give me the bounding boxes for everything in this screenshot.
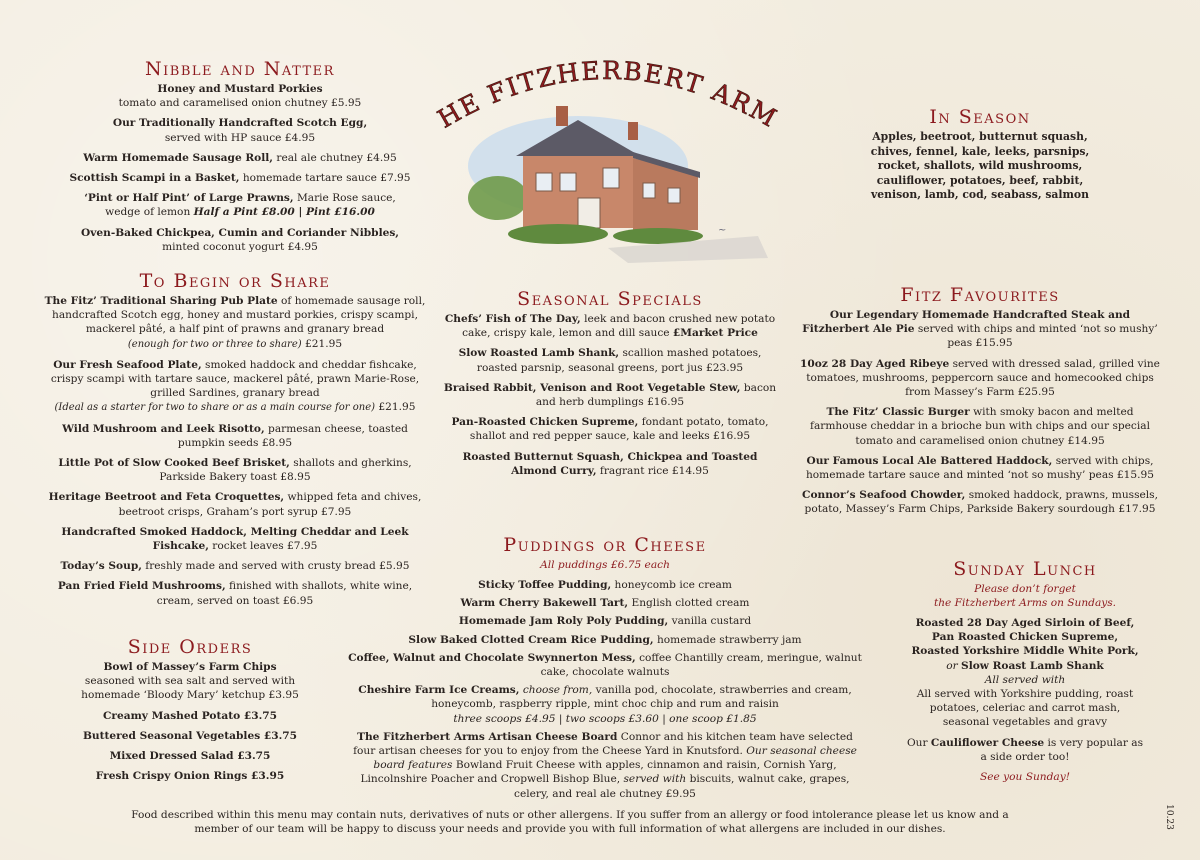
nibble-title: Nibble and Natter xyxy=(145,58,335,80)
menu-item: Heritage Beetroot and Feta Croquettes, whipped feta and chives, beetroot crisps, Graham’s port syrup £7.95 xyxy=(48,491,422,518)
sunday-sub1: Please don’t forget xyxy=(974,583,1076,595)
menu-item: Buttered Seasonal Vegetables £3.75 xyxy=(82,729,298,742)
puddings-section xyxy=(345,534,865,807)
seasonal-section xyxy=(440,288,780,484)
favourites-section xyxy=(800,284,1160,523)
sunday-roasts: Roasted 28 Day Aged Sirloin of Beef, Pan Roasted Chicken Supreme, Roasted Yorkshire Middle White Pork, or Slow Roast Lamb Shank All served with xyxy=(911,617,1139,686)
sunday-signoff: See you Sunday! xyxy=(980,771,1070,784)
menu-item: Oven-Baked Chickpea, Cumin and Coriander Nibbles, minted coconut yogurt £4.95 xyxy=(81,226,399,253)
menu-item: Creamy Mashed Potato £3.75 xyxy=(102,709,278,722)
sunday-title: Sunday Lunch xyxy=(953,558,1097,580)
inseason-section xyxy=(860,106,1100,203)
logo-text: HE FITZHERBERT ARM xyxy=(432,55,783,134)
menu-item: Handcrafted Smoked Haddock, Melting Cheddar and Leek Fishcake, rocket leaves £7.95 xyxy=(61,525,409,553)
ice-cream-item: Cheshire Farm Ice Creams, choose from, vanilla pod, chocolate, strawberries and cream, honeycomb, raspberry ripple, mint choc chip and rum and raisin three scoops £4.95 | two scoops £3.60 | one scoop £1.85 xyxy=(358,684,852,725)
menu-item: ‘Pint or Half Pint’ of Large Prawns, Marie Rose sauce, wedge of lemon Half a Pint £8.00 | Pint £16.00 xyxy=(84,192,396,219)
menu-item: Pan-Roasted Chicken Supreme, fondant potato, tomato, shallot and red pepper sauce, kale and leeks £16.95 xyxy=(451,416,769,443)
menu-item: Our Traditionally Handcrafted Scotch Egg, served with HP sauce £4.95 xyxy=(112,117,368,144)
menu-item: Scottish Scampi in a Basket, homemade tartare sauce £7.95 xyxy=(69,172,411,185)
cheese-board-item: The Fitzherbert Arms Artisan Cheese Board Connor and his kitchen team have selected four artisan cheeses for you to enjoy from the Cheese Yard in Knutsford. Our seasonal cheese board features Bowland Fruit Cheese with apples, cinnamon and raisin, Cornish Yarg, Lincolnshire Poacher and Cropwell Bishop Blue, served with biscuits, walnut cake, grapes, celery, and real ale chutney £9.95 xyxy=(353,730,857,800)
menu-item: Braised Rabbit, Venison and Root Vegetable Stew, bacon and herb dumplings £16.95 xyxy=(443,381,777,409)
menu-version: 10.23 xyxy=(1164,804,1175,830)
allergen-footer: Food described within this menu may contain nuts, derivatives of nuts or other allergens. If you suffer from an allergy or food intolerance please let us know and a member of our team will be happy to discuss your needs and provide you with full information of what allergens are included in our dishes. xyxy=(131,809,1009,835)
menu-item: Our Fresh Seafood Plate, smoked haddock and cheddar fishcake, crispy scampi with tartare sauce, mackerel pâté, prawn Marie-Rose, grilled Sardines, granary bread (Ideal as a starter for two to share or as a main course for one) £21.95 xyxy=(50,358,420,414)
menu-item: Sticky Toffee Pudding, honeycomb ice cream xyxy=(478,579,732,591)
menu-item: Connor’s Seafood Chowder, smoked haddock, prawns, mussels, potato, Massey’s Farm Chips, Parkside Bakery sourdough £17.95 xyxy=(802,489,1158,516)
menu-item: Little Pot of Slow Cooked Beef Brisket, shallots and gherkins, Parkside Bakery toast £8.95 xyxy=(58,457,412,484)
menu-item: Roasted Butternut Squash, Chickpea and Toasted Almond Curry, fragrant rice £14.95 xyxy=(462,450,758,477)
pub-illustration xyxy=(428,48,788,268)
menu-item: The Fitz’ Classic Burger with smoky bacon and melted farmhouse cheddar in a brioche bun with chips and our special tomato and caramelised onion chutney £14.95 xyxy=(810,406,1150,447)
menu-item: Wild Mushroom and Leek Risotto, parmesan cheese, toasted pumpkin seeds £8.95 xyxy=(62,422,408,449)
puddings-subtitle: All puddings £6.75 each xyxy=(540,559,670,571)
menu-item: Homemade Jam Roly Poly Pudding, vanilla custard xyxy=(458,615,752,628)
artist-signature: ~ xyxy=(718,225,727,236)
sunday-sub2: the Fitzherbert Arms on Sundays. xyxy=(933,597,1117,609)
sunday-section xyxy=(905,558,1145,784)
menu-item: Today’s Soup, freshly made and served with crusty bread £5.95 xyxy=(60,560,410,573)
menu-item: Honey and Mustard Porkies tomato and caramelised onion chutney £5.95 xyxy=(118,83,362,110)
menu-item: Mixed Dressed Salad £3.75 xyxy=(109,750,271,763)
menu-item: The Fitz’ Traditional Sharing Pub Plate of homemade sausage roll, handcrafted Scotch egg, honey and mustard porkies, crispy scampi, mackerel pâté, a half pint of prawns and granary bread (enough for two or three to share) £21.95 xyxy=(44,295,426,350)
menu-item: Our Famous Local Ale Battered Haddock, served with chips, homemade tartare sauce and minted ‘not so mushy’ peas £15.95 xyxy=(805,454,1155,482)
menu-item: Slow Baked Clotted Cream Rice Pudding, homemade strawberry jam xyxy=(408,633,802,646)
menu-item: Pan Fried Field Mushrooms, finished with shallots, white wine, cream, served on toast £6.95 xyxy=(57,580,413,607)
nibble-section xyxy=(50,58,430,260)
menu-item: Coffee, Walnut and Chocolate Swynnerton Mess, coffee Chantilly cream, meringue, walnut cake, chocolate walnuts xyxy=(348,651,862,679)
menu-item: 10oz 28 Day Aged Ribeye served with dressed salad, grilled vine tomatoes, mushrooms, peppercorn sauce and homecooked chips from Massey’s Farm £25.95 xyxy=(800,357,1160,399)
menu-item: Chefs’ Fish of The Day, leek and bacon crushed new potato cake, crispy kale, lemon and dill sauce £Market Price xyxy=(444,313,776,340)
menu-item: Warm Homemade Sausage Roll, real ale chutney £4.95 xyxy=(83,151,397,164)
menu-item: Warm Cherry Bakewell Tart, English clotted cream xyxy=(460,597,750,610)
favourites-title: Fitz Favourites xyxy=(900,284,1060,306)
sunday-served: All served with Yorkshire pudding, roast potatoes, celeriac and carrot mash, seasonal vegetables and gravy xyxy=(916,688,1134,729)
sides-section xyxy=(60,636,320,789)
inseason-title: In Season xyxy=(929,106,1031,128)
menu-item: Fresh Crispy Onion Rings £3.95 xyxy=(95,770,285,783)
puddings-title: Puddings or Cheese xyxy=(503,534,707,556)
pub-logo xyxy=(428,48,788,268)
menu-item: Bowl of Massey’s Farm Chips seasoned with sea salt and served with homemade ‘Bloody Mary’ ketchup £3.95 xyxy=(81,661,299,702)
menu-item: Slow Roasted Lamb Shank, scallion mashed potatoes, roasted parsnip, seasonal greens, port jus £23.95 xyxy=(458,347,762,374)
menu-item: Our Legendary Homemade Handcrafted Steak and Fitzherbert Ale Pie served with chips and minted ‘not so mushy’ peas £15.95 xyxy=(802,309,1158,350)
sunday-cauliflower: Our Cauliflower Cheese is very popular as a side order too! xyxy=(906,736,1144,763)
seasonal-title: Seasonal Specials xyxy=(517,288,703,310)
inseason-list: Apples, beetroot, butternut squash, chives, fennel, kale, leeks, parsnips, rocket, shallots, wild mushrooms, cauliflower, potatoes, beef, rabbit, venison, lamb, cod, seabass, salmon xyxy=(870,130,1090,201)
sides-title: Side Orders xyxy=(127,636,253,658)
begin-title: To Begin or Share xyxy=(139,270,331,292)
